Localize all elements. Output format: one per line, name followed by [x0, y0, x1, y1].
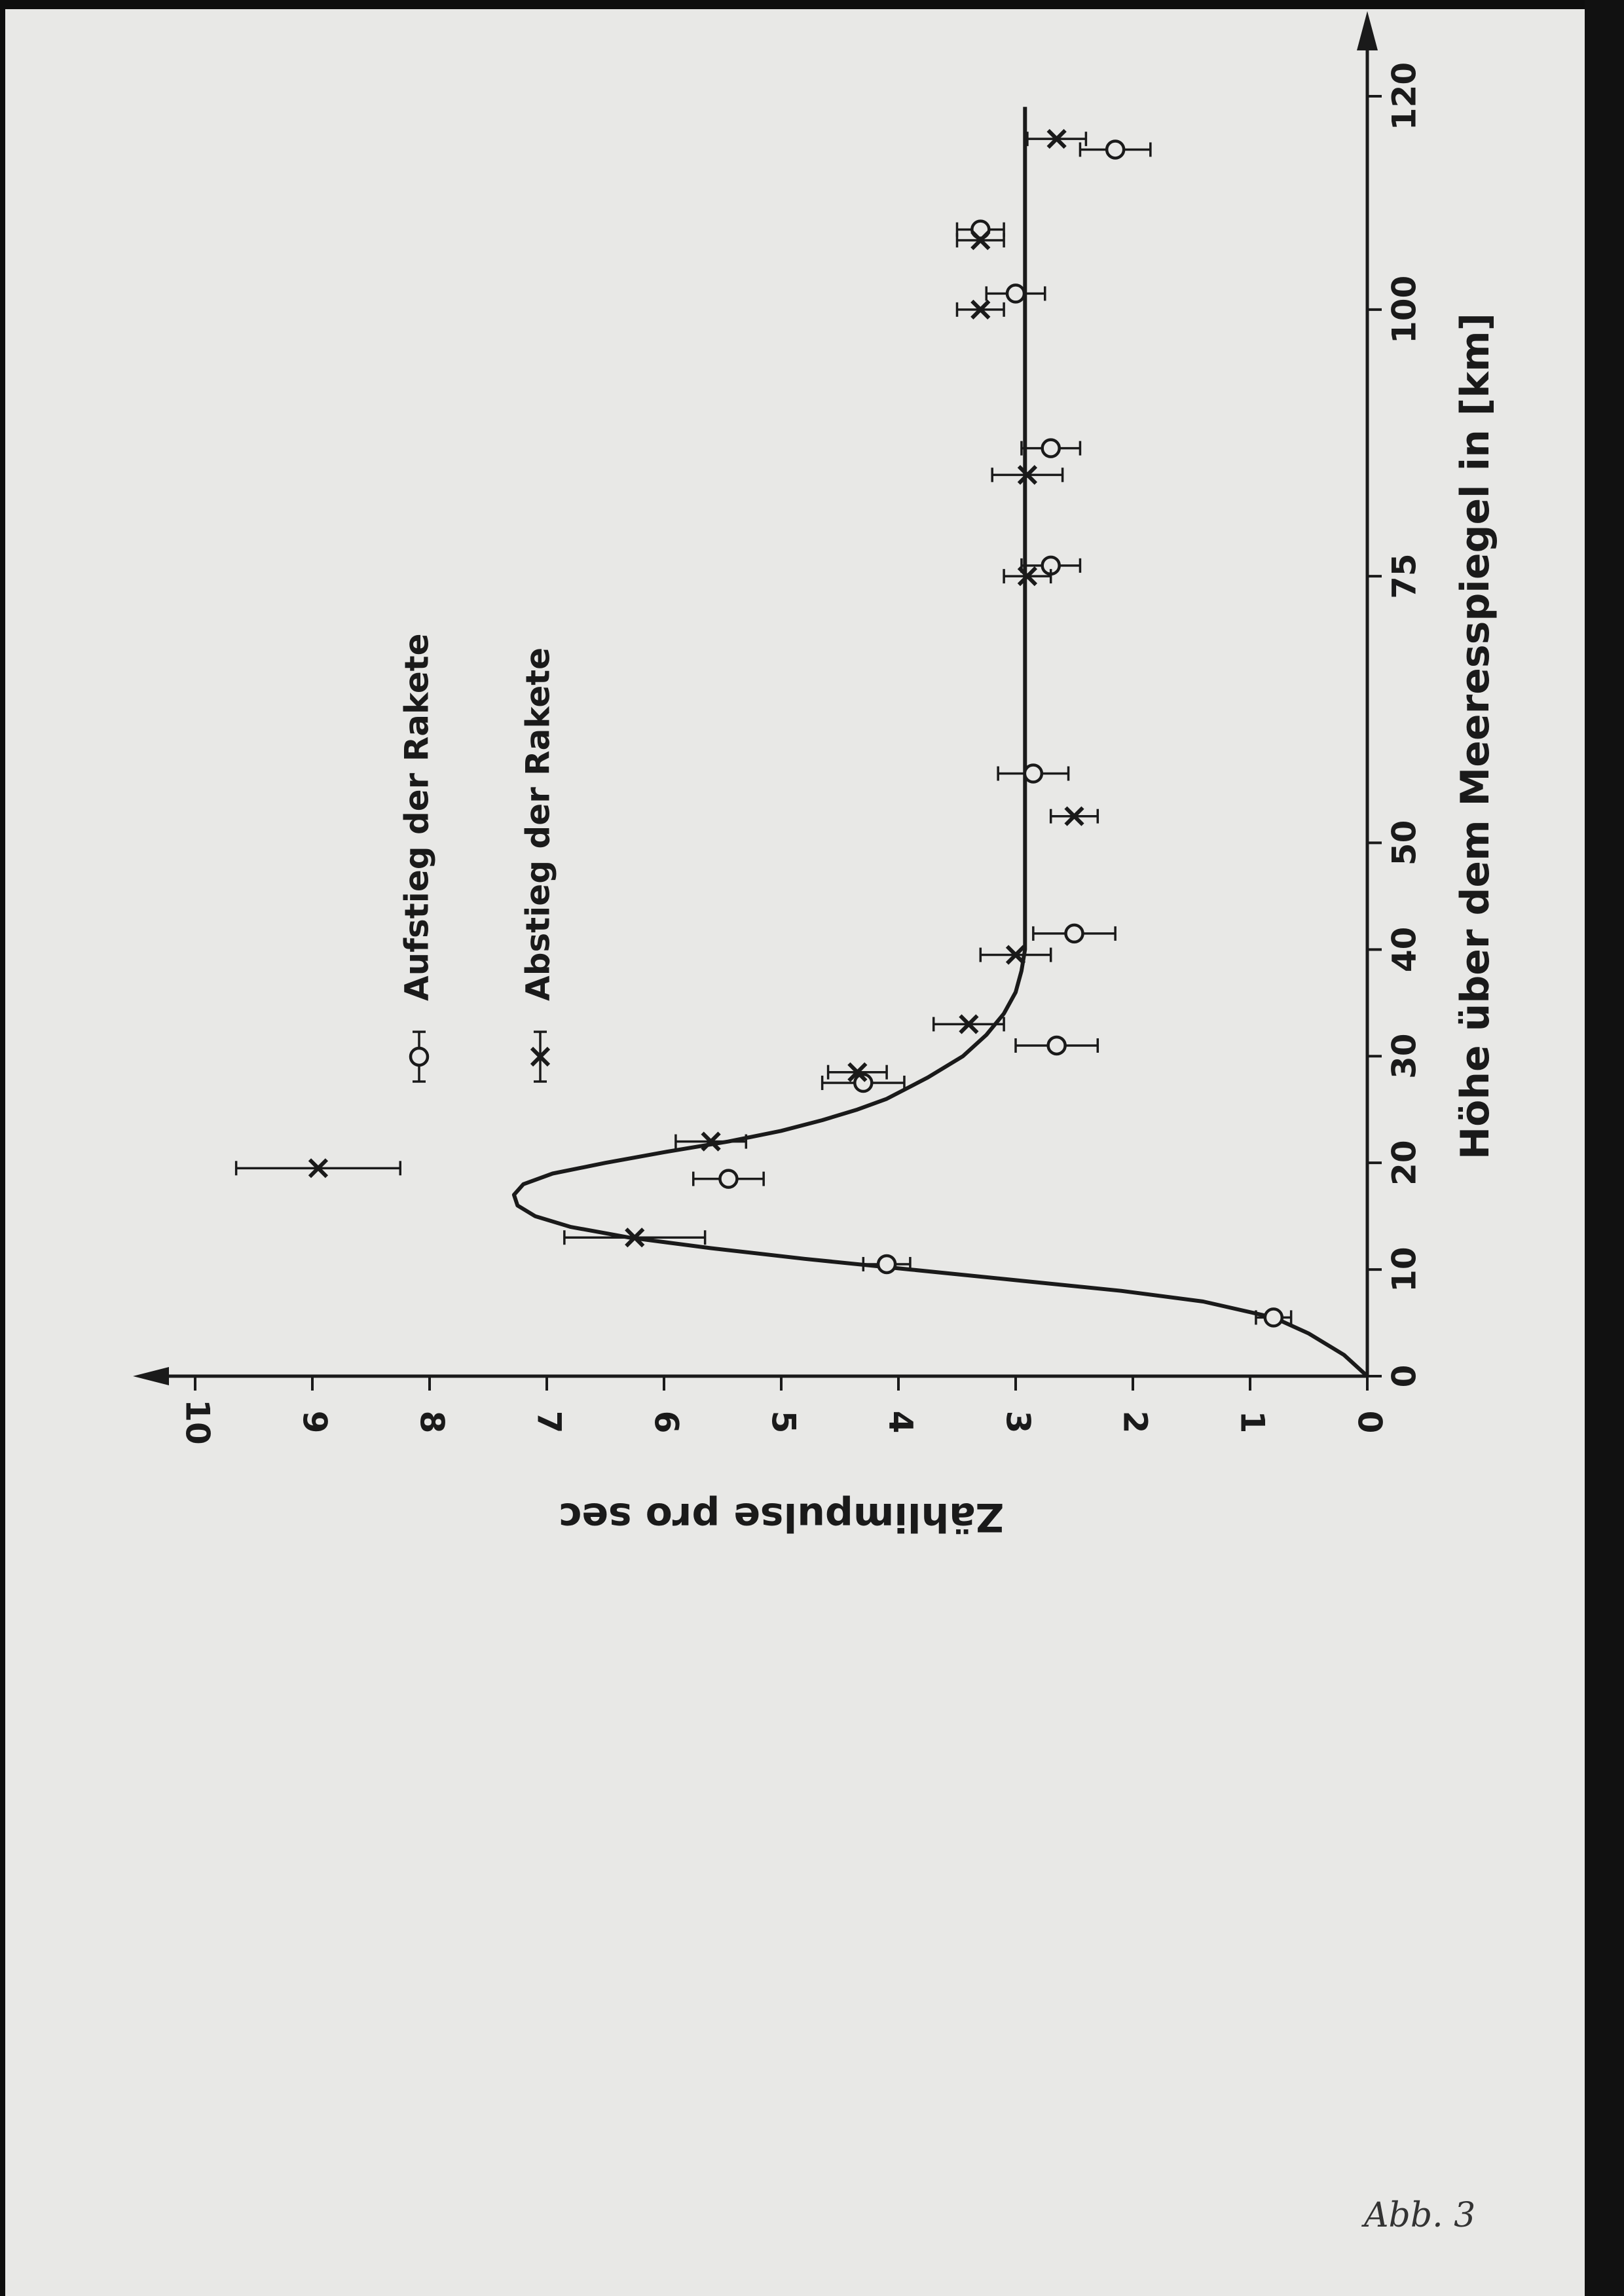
y-tick-label: 3: [999, 1410, 1037, 1434]
y-tick-label: 1: [1233, 1410, 1272, 1434]
y-tick-label: 0: [1350, 1410, 1389, 1434]
x-axis-title: Höhe über dem Meeresspiegel in [km]: [1452, 312, 1498, 1160]
y-tick-label: 6: [647, 1410, 686, 1434]
x-tick-label: 40: [1385, 926, 1424, 973]
x-tick-label: 50: [1385, 820, 1424, 866]
y-tick-label: 7: [530, 1410, 568, 1434]
figure-note: Abb. 3: [1364, 2196, 1476, 2235]
legend-label: Abstieg der Rakete: [519, 647, 557, 1001]
x-tick-label: 120: [1385, 62, 1424, 131]
legend-circle-marker: [411, 1048, 428, 1065]
y-axis-title: Zählimpulse pro sec: [558, 1494, 1005, 1540]
x-tick-label: 100: [1385, 275, 1424, 344]
data-point-circle: [720, 1171, 737, 1188]
paper-sheet: [5, 9, 1585, 2296]
data-point-circle: [1066, 925, 1083, 942]
legend-label: Aufstieg der Rakete: [397, 633, 436, 1001]
y-axis-arrow: [133, 1367, 169, 1385]
y-tick-label: 9: [295, 1410, 334, 1434]
y-tick-label: 5: [764, 1410, 803, 1434]
x-tick-label: 30: [1385, 1033, 1424, 1080]
rotated-scatter-plot: [5, 9, 1585, 2296]
data-point-circle: [878, 1256, 895, 1273]
data-point-circle: [1025, 765, 1042, 782]
scan-edge: [1585, 0, 1624, 2296]
data-points-layer: [236, 130, 1291, 1326]
x-axis-arrow: [1357, 11, 1378, 50]
legend: [398, 633, 557, 1082]
data-point-circle: [1265, 1309, 1282, 1326]
x-tick-label: 20: [1385, 1140, 1424, 1186]
y-tick-label: 10: [178, 1399, 217, 1445]
x-tick-label: 75: [1385, 553, 1424, 599]
fit-curve: [514, 107, 1367, 1376]
y-tick-label: 8: [413, 1410, 451, 1434]
data-point-circle: [1007, 285, 1024, 302]
y-tick-label: 4: [881, 1410, 920, 1434]
data-point-circle: [1048, 1037, 1065, 1054]
data-point-circle: [1107, 141, 1124, 158]
data-point-circle: [1043, 440, 1060, 457]
x-tick-label: 10: [1385, 1247, 1424, 1292]
fit-curve-layer: [514, 107, 1367, 1376]
y-tick-label: 2: [1116, 1410, 1154, 1434]
axes: [133, 11, 1424, 1445]
x-tick-label: 0: [1385, 1364, 1424, 1388]
